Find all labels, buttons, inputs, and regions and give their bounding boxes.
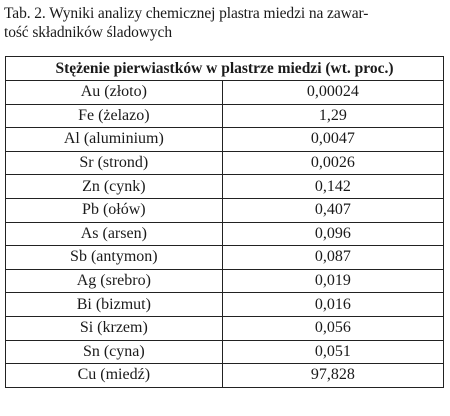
concentration-value-cell: 0,096 (222, 222, 443, 246)
element-name-cell: Au (złoto) (6, 81, 223, 105)
table-row (6, 104, 444, 128)
element-name-cell: Zn (cynk) (6, 175, 223, 199)
concentration-value-cell: 0,407 (222, 198, 443, 222)
element-name-cell: Sn (cyna) (6, 340, 223, 364)
caption-line-2: tość składników śladowych (4, 24, 172, 41)
table-row (6, 269, 444, 293)
table-row (6, 364, 444, 388)
table-row (6, 175, 444, 199)
concentration-value-cell: 0,019 (222, 269, 443, 293)
table-row (6, 222, 444, 246)
caption-line-1: Tab. 2. Wyniki analizy chemicznej plastra miedzi na zawar- (4, 5, 369, 22)
concentration-value-cell: 0,016 (222, 293, 443, 317)
table-header: Stężenie pierwiastków w plastrze miedzi (wt. proc.) (6, 57, 444, 81)
concentration-value-cell: 0,142 (222, 175, 443, 199)
element-name-cell: Bi (bizmut) (6, 293, 223, 317)
concentration-value-cell: 0,051 (222, 340, 443, 364)
element-name-cell: Pb (ołów) (6, 198, 223, 222)
table-row (6, 246, 444, 270)
concentration-value-cell: 1,29 (222, 104, 443, 128)
element-name-cell: Fe (żelazo) (6, 104, 223, 128)
concentration-value-cell: 0,087 (222, 246, 443, 270)
table-row (6, 293, 444, 317)
element-name-cell: Al (aluminium) (6, 128, 223, 152)
concentration-value-cell: 0,0047 (222, 128, 443, 152)
table-header-row (6, 57, 444, 81)
table-row (6, 128, 444, 152)
table-body (6, 81, 444, 388)
table-caption (4, 4, 444, 42)
element-name-cell: Cu (miedź) (6, 364, 223, 388)
element-name-cell: Ag (srebro) (6, 269, 223, 293)
concentration-value-cell: 0,00024 (222, 81, 443, 105)
table-row (6, 198, 444, 222)
element-name-cell: As (arsen) (6, 222, 223, 246)
element-name-cell: Sr (strond) (6, 151, 223, 175)
trace-elements-table (5, 56, 444, 388)
table-row (6, 340, 444, 364)
concentration-value-cell: 0,0026 (222, 151, 443, 175)
element-name-cell: Si (krzem) (6, 316, 223, 340)
element-name-cell: Sb (antymon) (6, 246, 223, 270)
table-row (6, 81, 444, 105)
table-row (6, 151, 444, 175)
table-row (6, 316, 444, 340)
concentration-value-cell: 97,828 (222, 364, 443, 388)
concentration-value-cell: 0,056 (222, 316, 443, 340)
